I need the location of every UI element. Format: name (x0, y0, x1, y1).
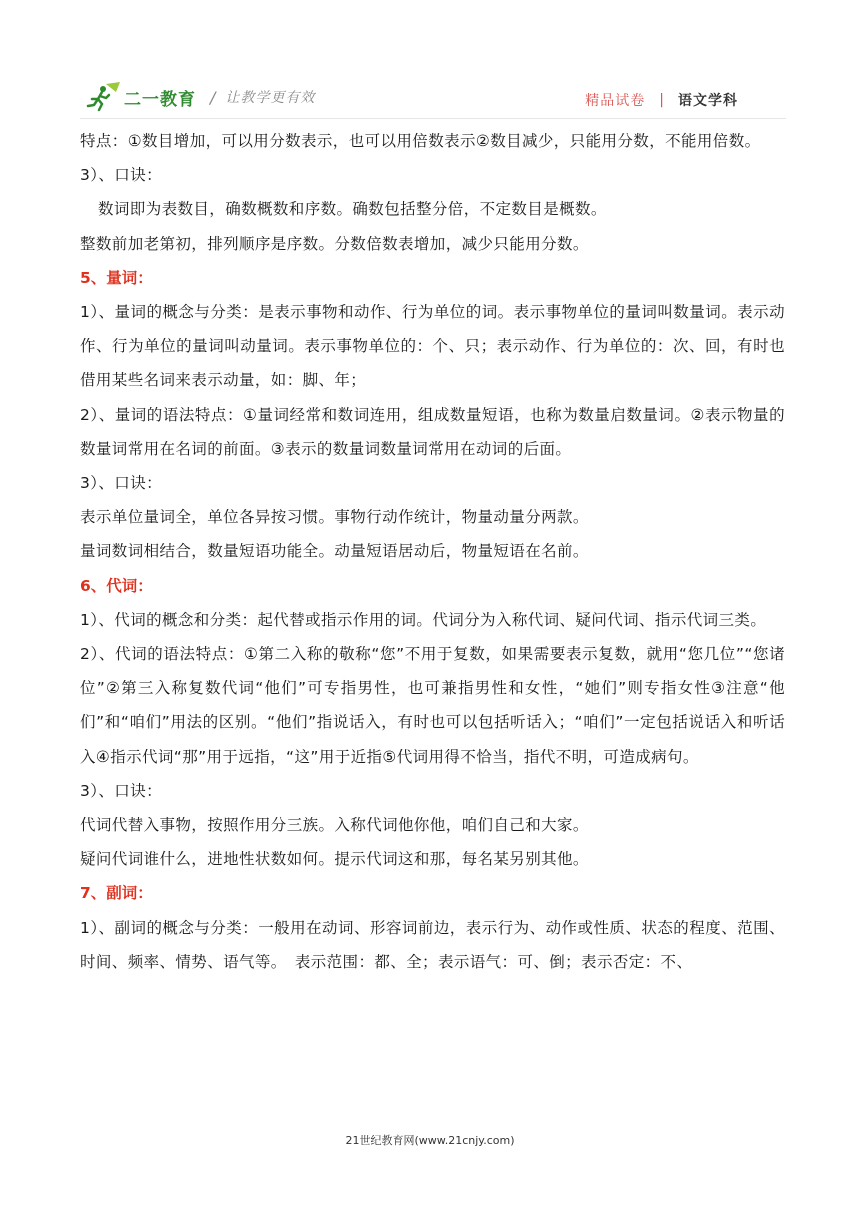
body-paragraph: 3）、口诀： (80, 474, 163, 493)
body-paragraph: 量词数词相结合，数量短语功能全。动量短语居动后，物量短语在名前。 (80, 542, 589, 561)
header-tags (585, 90, 738, 110)
body-paragraph: 1）、副词的概念与分类：一般用在动词、形容词前边，表示行为、动作或性质、状态的程度、范围、时间、频率、情势、语气等。 表示范围：都、全；表示语气：可、倒；表示否定：不、 (80, 918, 785, 971)
body-paragraph: 1）、量词的概念与分类：是表示事物和动作、行为单位的词。表示事物单位的量词叫数量词。表示动作、行为单位的量词叫动量词。表示事物单位的：个、只；表示动作、行为单位的：次、回，有时也借用某些名词来表示动量，如：脚、年； (80, 303, 785, 390)
premium-label: 精品试卷 (585, 93, 646, 109)
section-heading: 7、副词： (80, 884, 153, 903)
slogan-divider: / (210, 87, 216, 107)
brand-logo (86, 82, 315, 112)
section-heading: 5、量词： (80, 268, 153, 287)
document-body (80, 124, 785, 979)
body-paragraph: 2）、量词的语法特点：①量词经常和数词连用，组成数量短语，也称为数量启数量词。②表示物量的数量词常用在名词的前面。③表示的数量词数量词常用在动词的后面。 (80, 405, 785, 458)
page-footer: 21世纪教育网(www.21cnjy.com) (345, 1134, 515, 1147)
body-paragraph: 3）、口诀： (80, 781, 163, 800)
body-paragraph: 疑问代词谁什么，进地性状数如何。提示代词这和那，每名某另别其他。 (80, 850, 589, 869)
page-header (80, 80, 780, 120)
runner-logo-icon (86, 82, 122, 112)
body-paragraph: 整数前加老第初，排列顺序是序数。分数倍数表增加，减少只能用分数。 (80, 234, 589, 253)
subject-label: 语文学科 (678, 93, 738, 109)
slogan: 让教学更有效 (225, 90, 316, 106)
body-paragraph: 表示单位量词全，单位各异按习惯。事物行动作统计，物量动量分两款。 (80, 508, 589, 527)
body-paragraph: 数词即为表数目，确数概数和序数。确数包括整分倍，不定数目是概数。 (98, 200, 607, 219)
header-separator: | (659, 92, 664, 108)
header-divider (80, 118, 786, 119)
body-paragraph: 代词代替入事物，按照作用分三族。入称代词他你他，咱们自己和大家。 (80, 816, 589, 835)
body-paragraph: 特点：①数目增加，可以用分数表示，也可以用倍数表示②数目减少，只能用分数，不能用倍数。 (80, 132, 761, 150)
body-paragraph: 2）、代词的语法特点：①第二入称的敬称“您”不用于复数，如果需要表示复数，就用“您几位”“您诸位”②第三入称复数代词“他们”可专指男性，也可兼指男性和女性，“她们”则专指女性③注意“他们”和“咱们”用法的区别。“他们”指说话入，有时也可以包括听话入；“咱们”一定包括说话入和听话入④指示代词“那”用于远指，“这”用于近指⑤代词用得不恰当，指代不明，可造成病句。 (80, 645, 785, 766)
body-paragraph: 3）、口诀： (80, 166, 163, 185)
logo-text: 二一教育 (124, 89, 196, 110)
body-paragraph: 1）、代词的概念和分类：起代替或指示作用的词。代词分为入称代词、疑问代词、指示代词三类。 (80, 610, 767, 629)
section-heading: 6、代词： (80, 576, 153, 595)
